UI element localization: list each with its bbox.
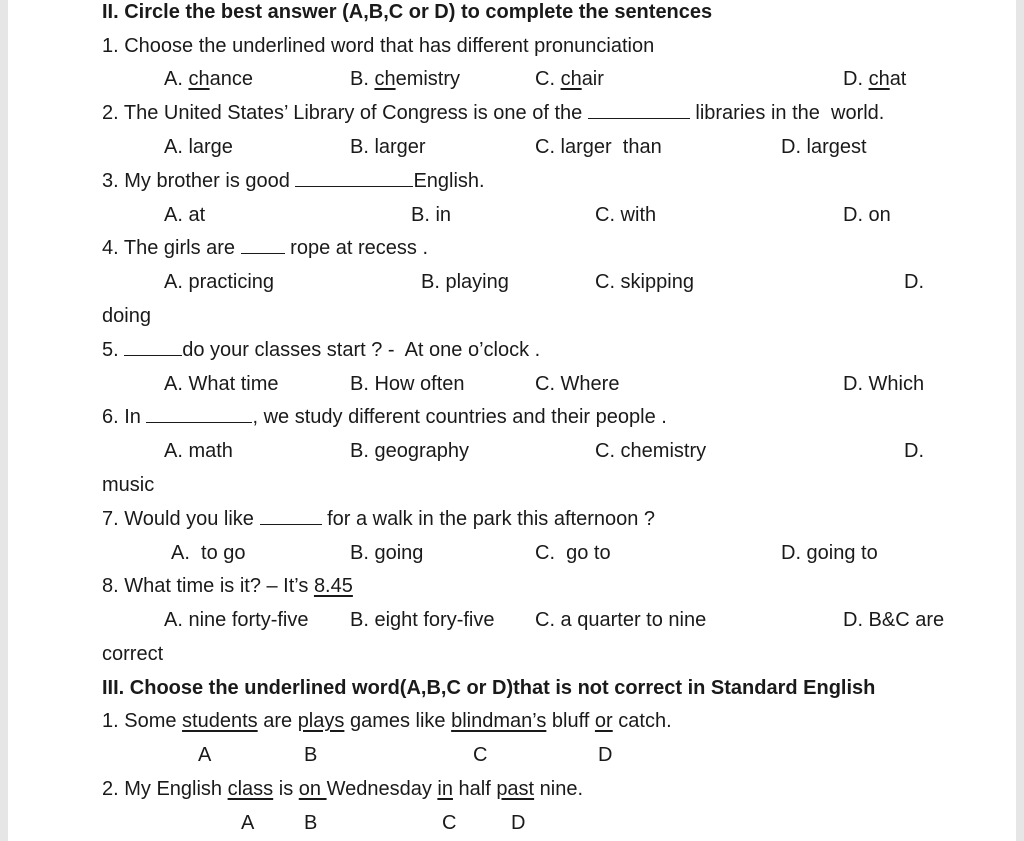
q4-prompt-start: 4. The girls are [102,237,236,259]
q3-prompt-start: 3. My brother is good [102,170,290,192]
q4-option-d-wrap: doing [102,305,151,327]
s3-q1-underline-b: plays [297,710,345,732]
s3-q1-text-5: catch. [612,710,672,732]
q4-option-d: D. [904,271,924,293]
s3-q1-text-1: 1. Some [102,710,183,732]
q6-answer-blank [146,406,252,423]
q1-b-underlined: ch [374,68,396,90]
q4-answer-blank [241,237,285,254]
q8-option-d-wrap: correct [102,643,164,665]
q1-option-b [350,67,460,91]
q6-option-c: C. chemistry [595,440,707,462]
q1-d-rest: at [889,68,907,90]
q1-d-underlined: ch [868,68,890,90]
q5-option-c: C. Where [535,373,620,395]
q6-prompt-start: 6. In [102,406,141,428]
q6-option-d: D. [904,440,924,462]
q3-option-d: D. on [843,204,891,226]
q8-option-a: A. nine forty-five [164,609,309,631]
q6-prompt [102,405,667,429]
s3-q2-sentence [102,777,583,801]
q2-prompt-end: libraries in the world. [695,102,885,124]
q1-b-rest: emistry [395,68,461,90]
q7-prompt-start: 7. Would you like [102,508,254,530]
s3-q1-label-d: D [598,744,613,766]
q3-answer-blank [295,170,413,187]
s3-q2-text-1: 2. My English [102,778,228,800]
s3-q2-text-2: is [273,778,299,800]
s3-q2-underline-c: in [437,778,453,800]
s3-q1-label-a: A [198,744,212,766]
q2-answer-blank [588,102,690,119]
q4-prompt [102,236,428,260]
s3-q2-label-d: D [511,812,526,834]
q2-prompt-start: 2. The United States’ Library of Congress is one of the [102,102,583,124]
s3-q2-text-5: nine. [534,778,584,800]
q1-c-rest: air [581,68,604,90]
q2-prompt [102,101,884,125]
s3-q2-label-a: A [241,812,255,834]
q3-option-c: C. with [595,204,657,226]
q7-option-a: A. to go [171,542,246,564]
q7-option-d: D. going to [781,542,878,564]
q7-option-b: B. going [350,542,424,564]
q6-prompt-end: , we study different countries and their people . [252,406,667,428]
section-2-title: II. Circle the best answer (A,B,C or D) to complete the sentences [102,1,713,23]
q8-prompt-start: 8. What time is it? – It’s [102,575,314,597]
q4-option-a: A. practicing [164,271,275,293]
s3-q2-underline-a: class [227,778,274,800]
q1-option-c [535,67,604,91]
s3-q2-label-b: B [304,812,318,834]
q6-option-a: A. math [164,440,233,462]
q1-d-prefix: D. [843,68,869,90]
q3-option-a: A. at [164,204,206,226]
q5-answer-blank [124,339,182,356]
s3-q1-underline-c: blindman’s [451,710,547,732]
s3-q1-text-4: bluff [546,710,595,732]
q4-option-b: B. playing [421,271,509,293]
q3-prompt-end: English. [413,170,485,192]
q7-answer-blank [260,508,322,525]
q1-a-rest: ance [209,68,253,90]
q8-option-d: D. B&C are [843,609,945,631]
q2-option-c: C. larger than [535,136,662,158]
q5-option-a: A. What time [164,373,279,395]
q1-a-prefix: A. [164,68,189,90]
q3-option-b: B. in [411,204,452,226]
q2-option-a: A. large [164,136,233,158]
s3-q2-text-4: half [452,778,497,800]
q6-option-d-wrap: music [102,474,155,496]
s3-q2-label-c: C [442,812,457,834]
q8-option-b: B. eight fory-five [350,609,495,631]
s3-q1-text-3: games like [344,710,452,732]
q7-prompt-end: for a walk in the park this afternoon ? [327,508,656,530]
q7-prompt [102,507,655,531]
q5-prompt [102,338,540,362]
q5-prompt-start: 5. [102,339,119,361]
q5-option-d: D. Which [843,373,925,395]
s3-q1-underline-a: students [182,710,258,732]
q1-prompt: 1. Choose the underlined word that has different pronunciation [102,35,655,57]
q8-prompt-time: 8.45 [313,575,353,597]
q6-option-b: B. geography [350,440,469,462]
s3-q2-underline-b: on [298,778,327,800]
s3-q1-text-2: are [257,710,298,732]
q8-prompt [102,574,353,598]
q2-option-d: D. largest [781,136,867,158]
s3-q2-underline-d: past [496,778,535,800]
q4-prompt-end: rope at recess . [290,237,428,259]
worksheet-page [8,0,1016,841]
q1-c-prefix: C. [535,68,561,90]
section-3-title: III. Choose the underlined word(A,B,C or D)that is not correct in Standard English [102,677,876,699]
q1-b-prefix: B. [350,68,375,90]
q5-option-b: B. How often [350,373,465,395]
q1-a-underlined: ch [188,68,210,90]
q1-c-underlined: ch [560,68,582,90]
q3-prompt [102,169,485,193]
q5-prompt-end: do your classes start ? - At one o’clock . [182,339,541,361]
q1-option-d [843,67,906,91]
q4-option-c: C. skipping [595,271,694,293]
q8-option-c: C. a quarter to nine [535,609,707,631]
q7-option-c: C. go to [535,542,611,564]
s3-q1-label-c: C [473,744,488,766]
s3-q2-text-3: Wednesday [326,778,438,800]
q1-option-a [164,67,253,91]
q2-option-b: B. larger [350,136,426,158]
s3-q1-sentence [102,709,672,733]
s3-q1-label-b: B [304,744,318,766]
s3-q1-underline-d: or [594,710,613,732]
